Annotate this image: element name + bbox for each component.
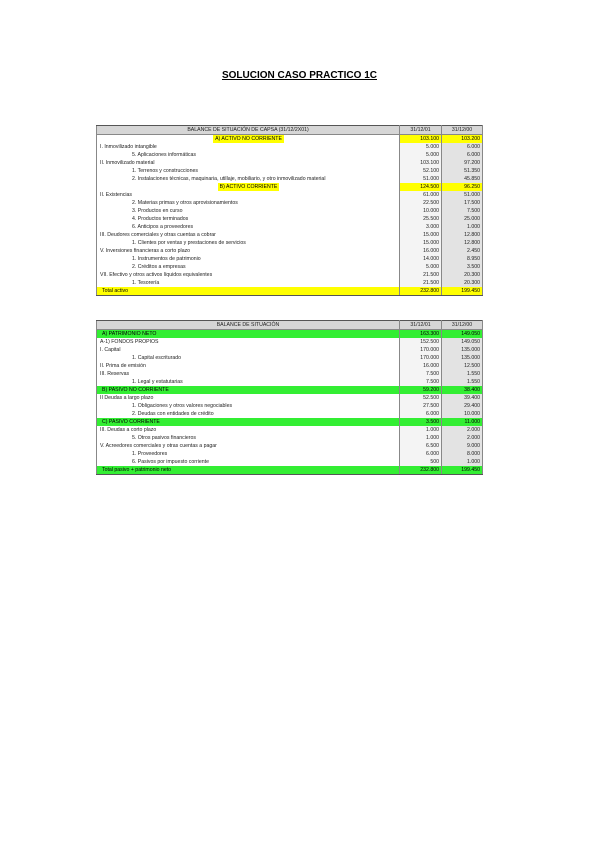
table-row [97, 167, 483, 175]
table-row [97, 362, 483, 370]
table-row [97, 346, 483, 354]
value-2001: 22.500 [400, 199, 442, 207]
value-2001: 5.000 [400, 143, 442, 151]
highlighted-label: A) PATRIMONIO NETO [102, 331, 157, 337]
table-row [97, 338, 483, 346]
value-2001: 1.000 [400, 434, 442, 442]
table-row [97, 279, 483, 287]
table-row [97, 330, 483, 339]
value-2001: 16.000 [400, 362, 442, 370]
table-row [97, 378, 483, 386]
table-row [97, 410, 483, 418]
row-label: I. Inmovilizado intangible [97, 143, 400, 151]
table-row [97, 239, 483, 247]
row-label: III. Reservas [97, 370, 400, 378]
value-2000: 135.000 [442, 346, 483, 354]
value-2000: 1.000 [442, 223, 483, 231]
table-header-row [97, 321, 483, 330]
row-label: II. Existencias [97, 191, 400, 199]
row-label: 3. Productos en curso [97, 207, 400, 215]
value-2000: 6.000 [442, 151, 483, 159]
table-row [97, 247, 483, 255]
table-row [97, 394, 483, 402]
page-title: SOLUCION CASO PRACTICO 1C [221, 70, 377, 81]
value-2000: 199.450 [442, 287, 483, 296]
table-row [97, 434, 483, 442]
table-row [97, 386, 483, 394]
table-row [97, 231, 483, 239]
header-year-2001: 31/12/01 [400, 321, 442, 330]
row-label [97, 287, 400, 296]
value-2000: 1.000 [442, 458, 483, 466]
value-2001: 21.500 [400, 279, 442, 287]
value-2001: 15.000 [400, 239, 442, 247]
value-2001: 51.000 [400, 175, 442, 183]
value-2001: 27.500 [400, 402, 442, 410]
header-title: BALANCE DE SITUACIÓN [97, 321, 400, 330]
balance-sheet-assets-table [96, 125, 483, 296]
table-row [97, 450, 483, 458]
value-2000: 103.200 [442, 135, 483, 144]
value-2001: 103.100 [400, 159, 442, 167]
row-label: I. Capital [97, 346, 400, 354]
value-2000: 2.450 [442, 247, 483, 255]
row-label [97, 135, 400, 144]
value-2000: 25.000 [442, 215, 483, 223]
table-row [97, 287, 483, 296]
value-2000: 45.850 [442, 175, 483, 183]
highlighted-label: Total pasivo + patrimonio neto [102, 467, 172, 473]
value-2001: 15.000 [400, 231, 442, 239]
header-title: BALANCE DE SITUACIÓN DE CAPSA (31/12/2X01) [97, 126, 400, 135]
value-2001: 7.500 [400, 378, 442, 386]
highlighted-label: B) ACTIVO CORRIENTE [219, 184, 278, 190]
value-2000: 20.300 [442, 271, 483, 279]
row-label [97, 386, 400, 394]
highlighted-label: A) ACTIVO NO CORRIENTE [215, 136, 282, 142]
value-2001: 6.000 [400, 450, 442, 458]
table-row [97, 135, 483, 144]
row-label: 5. Aplicaciones informáticas [97, 151, 400, 159]
table-row [97, 151, 483, 159]
header-year-2000: 31/12/00 [442, 126, 483, 135]
table-row [97, 175, 483, 183]
table-row [97, 426, 483, 434]
row-label [97, 183, 400, 191]
value-2001: 14.000 [400, 255, 442, 263]
value-2000: 17.500 [442, 199, 483, 207]
value-2001: 59.200 [400, 386, 442, 394]
table-row [97, 207, 483, 215]
value-2001: 3.500 [400, 418, 442, 426]
table-row [97, 223, 483, 231]
value-2000: 97.200 [442, 159, 483, 167]
value-2001: 1.000 [400, 426, 442, 434]
row-label: 4. Productos terminados [97, 215, 400, 223]
value-2001: 61.000 [400, 191, 442, 199]
row-label: 1. Terrenos y construcciones [97, 167, 400, 175]
value-2001: 170.000 [400, 354, 442, 362]
row-label: VII. Efectivo y otros activos líquidos equivalentes [97, 271, 400, 279]
row-label: 6. Anticipos a proveedores [97, 223, 400, 231]
value-2000: 1.550 [442, 378, 483, 386]
value-2001: 25.500 [400, 215, 442, 223]
value-2001: 3.000 [400, 223, 442, 231]
highlighted-label: Total activo [102, 288, 128, 294]
table-row [97, 159, 483, 167]
row-label: 2. Materias primas y otros aprovisionamientos [97, 199, 400, 207]
row-label [97, 330, 400, 339]
value-2001: 170.000 [400, 346, 442, 354]
table-row [97, 143, 483, 151]
row-label: II Deudas a largo plazo [97, 394, 400, 402]
row-label: 1. Proveedores [97, 450, 400, 458]
value-2001: 52.100 [400, 167, 442, 175]
value-2000: 3.500 [442, 263, 483, 271]
value-2000: 96.250 [442, 183, 483, 191]
value-2000: 7.500 [442, 207, 483, 215]
value-2001: 52.500 [400, 394, 442, 402]
table-row [97, 271, 483, 279]
value-2000: 10.000 [442, 410, 483, 418]
table-row [97, 183, 483, 191]
value-2000: 12.500 [442, 362, 483, 370]
highlighted-label: C) PASIVO CORRIENTE [102, 419, 160, 425]
table-row [97, 442, 483, 450]
table-row [97, 458, 483, 466]
row-label: 1. Legal y estatutarias [97, 378, 400, 386]
value-2000: 51.350 [442, 167, 483, 175]
value-2000: 9.000 [442, 442, 483, 450]
highlighted-label: B) PASIVO NO CORRIENTE [102, 387, 169, 393]
table-row [97, 263, 483, 271]
value-2000: 11.000 [442, 418, 483, 426]
row-label [97, 466, 400, 475]
value-2001: 5.000 [400, 263, 442, 271]
row-label: 2. Instalaciones técnicas, maquinaria, utillaje, mobiliario, y otro inmovilizado material [97, 175, 400, 183]
table-row [97, 199, 483, 207]
table-row [97, 402, 483, 410]
table-row [97, 466, 483, 475]
row-label: 2. Créditos a empresas [97, 263, 400, 271]
row-label: III. Deudores comerciales y otras cuentas a cobrar [97, 231, 400, 239]
table-row [97, 370, 483, 378]
row-label: III. Deudas a corto plazo [97, 426, 400, 434]
value-2000: 149.050 [442, 338, 483, 346]
value-2000: 8.000 [442, 450, 483, 458]
row-label: A-1) FONDOS PROPIOS [97, 338, 400, 346]
row-label: 1. Obligaciones y otros valores negociables [97, 402, 400, 410]
row-label: V. Acreedores comerciales y otras cuentas a pagar [97, 442, 400, 450]
row-label: 6. Pasivos por impuesto corriente [97, 458, 400, 466]
row-label: 1. Tesorería [97, 279, 400, 287]
value-2001: 7.500 [400, 370, 442, 378]
row-label [97, 418, 400, 426]
row-label: V. Inversiones financieras a corto plazo [97, 247, 400, 255]
value-2001: 500 [400, 458, 442, 466]
table-row [97, 418, 483, 426]
value-2000: 12.800 [442, 239, 483, 247]
value-2001: 6.000 [400, 410, 442, 418]
value-2000: 2.000 [442, 434, 483, 442]
header-year-2001: 31/12/01 [400, 126, 442, 135]
value-2001: 103.100 [400, 135, 442, 144]
value-2000: 8.950 [442, 255, 483, 263]
row-label: 1. Instrumentos de patrimonio [97, 255, 400, 263]
value-2001: 232.800 [400, 287, 442, 296]
row-label: 2. Deudas con entidades de crédito [97, 410, 400, 418]
value-2001: 16.000 [400, 247, 442, 255]
value-2001: 21.500 [400, 271, 442, 279]
table-row [97, 215, 483, 223]
table-row [97, 255, 483, 263]
table-row [97, 354, 483, 362]
value-2000: 2.000 [442, 426, 483, 434]
row-label: II. Inmovilizado material [97, 159, 400, 167]
value-2000: 135.000 [442, 354, 483, 362]
header-year-2000: 31/12/00 [442, 321, 483, 330]
table-row [97, 191, 483, 199]
value-2000: 149.050 [442, 330, 483, 339]
value-2001: 124.500 [400, 183, 442, 191]
value-2001: 6.500 [400, 442, 442, 450]
value-2000: 29.400 [442, 402, 483, 410]
row-label: 5. Otros pasivos financieros [97, 434, 400, 442]
value-2000: 51.000 [442, 191, 483, 199]
row-label: II. Prima de emisión [97, 362, 400, 370]
value-2000: 12.800 [442, 231, 483, 239]
value-2001: 10.000 [400, 207, 442, 215]
value-2001: 232.800 [400, 466, 442, 475]
value-2000: 20.300 [442, 279, 483, 287]
value-2000: 38.400 [442, 386, 483, 394]
value-2000: 199.450 [442, 466, 483, 475]
value-2001: 5.000 [400, 151, 442, 159]
value-2001: 163.300 [400, 330, 442, 339]
row-label: 1. Capital escriturado [97, 354, 400, 362]
value-2000: 1.550 [442, 370, 483, 378]
value-2001: 152.500 [400, 338, 442, 346]
value-2000: 6.000 [442, 143, 483, 151]
table-header-row [97, 126, 483, 135]
balance-sheet-liabilities-table [96, 320, 483, 475]
value-2000: 39.400 [442, 394, 483, 402]
row-label: 1. Clientes por ventas y prestaciones de servicios [97, 239, 400, 247]
